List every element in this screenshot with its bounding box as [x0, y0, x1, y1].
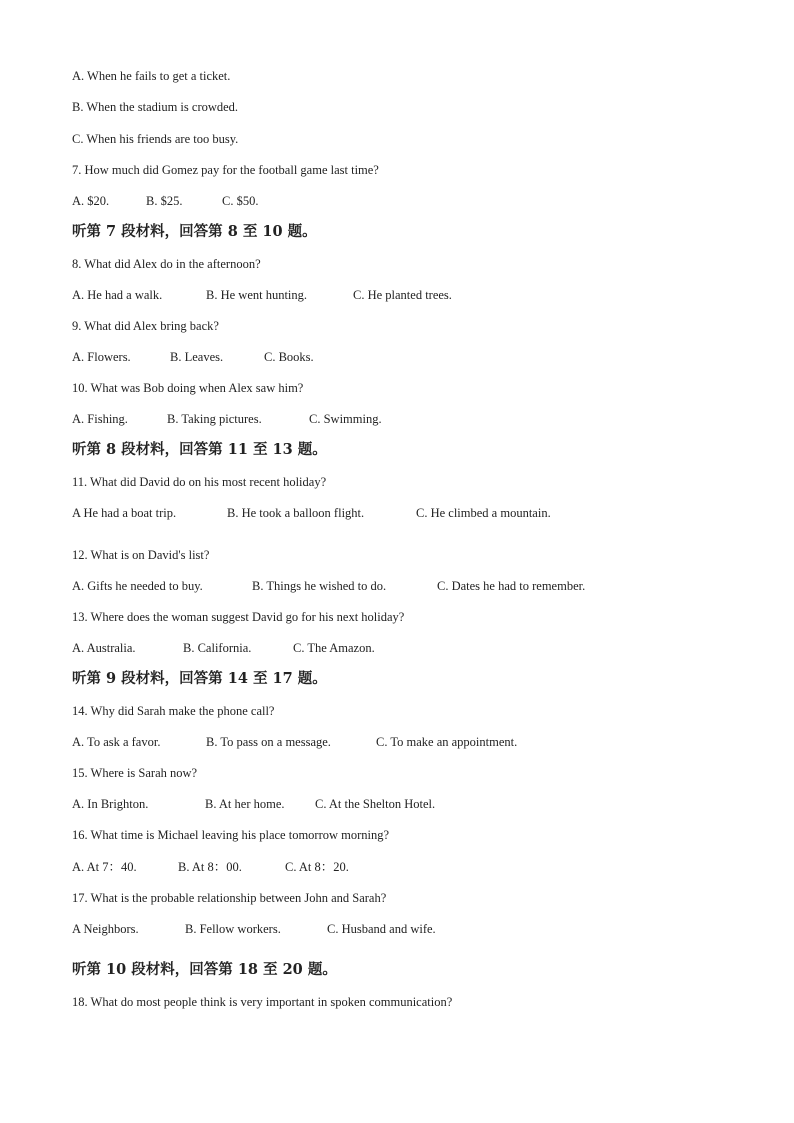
q12-option-b: B. Things he wished to do. — [252, 579, 387, 593]
q17-option-c: C. Husband and wife. — [327, 922, 436, 936]
section-heading-10: 听第 10 段材料，回答第 18 至 20 题。 — [72, 961, 337, 978]
q13-option-c: C. The Amazon. — [293, 641, 375, 655]
q9-option-b: B. Leaves. — [170, 350, 224, 364]
q10-option-a: A. Fishing. — [72, 412, 128, 426]
q6-option-b: B. When the stadium is crowded. — [72, 100, 239, 114]
q17-option-a: A Neighbors. — [72, 922, 139, 936]
q8-options — [72, 287, 452, 303]
question-9: 9. What did Alex bring back? — [72, 319, 219, 333]
q7-option-a: A. $20. — [72, 194, 110, 208]
q17-options — [72, 921, 436, 937]
q15-option-c: C. At the Shelton Hotel. — [315, 797, 436, 811]
q15-option-a: A. In Brighton. — [72, 797, 149, 811]
q9-option-a: A. Flowers. — [72, 350, 131, 364]
q14-option-b: B. To pass on a message. — [206, 735, 331, 749]
q14-option-a: A. To ask a favor. — [72, 735, 161, 749]
q6-option-a: A. When he fails to get a ticket. — [72, 69, 231, 83]
question-14: 14. Why did Sarah make the phone call? — [72, 704, 275, 718]
q16-option-c: C. At 8：20. — [285, 860, 349, 874]
question-17: 17. What is the probable relationship between John and Sarah? — [72, 891, 387, 905]
question-15: 15. Where is Sarah now? — [72, 766, 198, 780]
q13-option-b: B. California. — [183, 641, 252, 655]
section-heading-9: 听第 9 段材料，回答第 14 至 17 题。 — [72, 670, 327, 687]
section-heading-8: 听第 8 段材料，回答第 11 至 13 题。 — [72, 441, 327, 458]
q12-option-c: C. Dates he had to remember. — [437, 579, 586, 593]
question-18: 18. What do most people think is very important in spoken communication? — [72, 995, 453, 1009]
q7-option-b: B. $25. — [146, 194, 183, 208]
q15-options — [72, 796, 435, 812]
q9-option-c: C. Books. — [264, 350, 314, 364]
q8-option-a: A. He had a walk. — [72, 288, 163, 302]
q17-option-b: B. Fellow workers. — [185, 922, 281, 936]
question-13: 13. Where does the woman suggest David go for his next holiday? — [72, 610, 405, 624]
q7-option-c: C. $50. — [222, 194, 259, 208]
question-10: 10. What was Bob doing when Alex saw him? — [72, 381, 304, 395]
q10-option-b: B. Taking pictures. — [167, 412, 262, 426]
q16-option-a: A. At 7：40. — [72, 860, 137, 874]
q14-option-c: C. To make an appointment. — [376, 735, 518, 749]
section-heading-7: 听第 7 段材料，回答第 8 至 10 题。 — [72, 223, 317, 240]
q11-option-a: A He had a boat trip. — [72, 506, 177, 520]
q9-options — [72, 349, 314, 365]
q12-option-a: A. Gifts he needed to buy. — [72, 579, 203, 593]
question-12: 12. What is on David's list? — [72, 548, 210, 562]
question-11: 11. What did David do on his most recent holiday? — [72, 475, 327, 489]
q12-options — [72, 578, 585, 594]
q15-option-b: B. At her home. — [205, 797, 285, 811]
question-8: 8. What did Alex do in the afternoon? — [72, 257, 261, 271]
q13-options — [72, 640, 375, 656]
q11-option-b: B. He took a balloon flight. — [227, 506, 365, 520]
q10-option-c: C. Swimming. — [309, 412, 382, 426]
q8-option-b: B. He went hunting. — [206, 288, 308, 302]
q10-options — [72, 411, 382, 427]
q7-options — [72, 193, 258, 209]
q13-option-a: A. Australia. — [72, 641, 136, 655]
q6-option-c: C. When his friends are too busy. — [72, 132, 239, 146]
q16-option-b: B. At 8：00. — [178, 860, 242, 874]
question-16: 16. What time is Michael leaving his place tomorrow morning? — [72, 828, 390, 842]
q8-option-c: C. He planted trees. — [353, 288, 452, 302]
q14-options — [72, 734, 517, 750]
question-7: 7. How much did Gomez pay for the football game last time? — [72, 163, 379, 177]
q11-option-c: C. He climbed a mountain. — [416, 506, 551, 520]
q16-options — [72, 859, 349, 875]
q11-options — [72, 505, 551, 521]
